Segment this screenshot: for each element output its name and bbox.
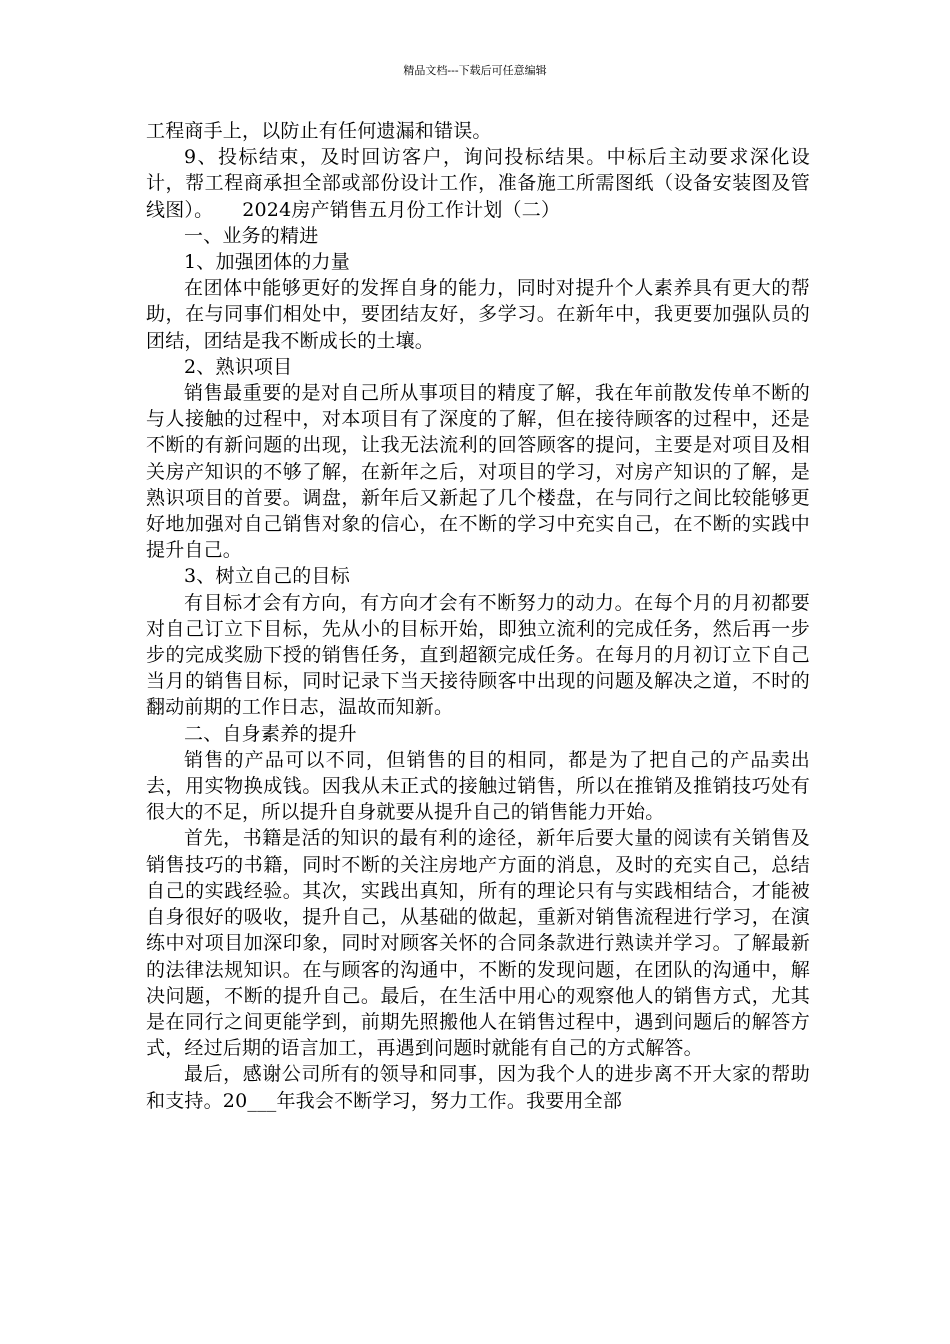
page-header: 精品文档---下载后可任意编辑: [403, 64, 547, 77]
paragraph: 销售的产品可以不同，但销售的目的相同，都是为了把自己的产品卖出去，用实物换成钱。因我从未正式的接触过销售，所以在推销及推销技巧处有很大的不足，所以提升自身就要从提升自己的销售能力开始。: [146, 748, 810, 824]
section-heading: 一、业务的精进: [184, 224, 319, 247]
paragraph: 最后，感谢公司所有的领导和同事，因为我个人的进步离不开大家的帮助和支持。20___年我会不断学习，努力工作。我要用全部: [146, 1063, 810, 1112]
subsection-heading: 3、树立自己的目标: [184, 565, 350, 588]
paragraph: 工程商手上，以防止有任何遗漏和错误。: [146, 120, 492, 142]
paragraph: 在团体中能够更好的发挥自身的能力，同时对提升个人素养具有更大的帮助，在与同事们相处中，要团结友好，多学习。在新年中，我更要加强队员的团结，团结是我不断成长的土壤。: [146, 277, 810, 352]
paragraph: 销售最重要的是对自己所从事项目的精度了解，我在年前散发传单不断的与人接触的过程中，对本项目有了深度的了解，但在接待顾客的过程中，还是不断的有新问题的出现，让我无法流利的回答顾客的提问，主要是对项目及相关房产知识的不够了解，在新年之后，对项目的学习，对房产知识的了解，是熟识项目的首要。调盘，新年后又新起了几个楼盘，在与同行之间比较能够更好地加强对自己销售对象的信心，在不断的学习中充实自己，在不断的实践中提升自己。: [146, 382, 810, 562]
subsection-heading: 2、熟识项目: [184, 355, 293, 378]
paragraph: 9、投标结束，及时回访客户，询问投标结果。中标后主动要求深化设计，帮工程商承担全部或部份设计工作，准备施工所需图纸（设备安装图及管线图）。 2024房产销售五月份工作计划（二）: [146, 146, 810, 221]
document-body: [146, 118, 810, 1114]
paragraph: 首先，书籍是活的知识的最有利的途径，新年后要大量的阅读有关销售及销售技巧的书籍，同时不断的关注房地产方面的消息，及时的充实自己，总结自己的实践经验。其次，实践出真知，所有的理论只有与实践相结合，才能被自身很好的吸收，提升自己，从基础的做起，重新对销售流程进行学习，在演练中对项目加深印象，同时对顾客关怀的合同条款进行熟读并学习。了解最新的法律法规知识。在与顾客的沟通中，不断的发现问题，在团队的沟通中，解决问题，不断的提升自己。最后，在生活中用心的观察他人的销售方式，尤其是在同行之间更能学到，前期先照搬他人在销售过程中，遇到问题后的解答方式，经过后期的语言加工，再遇到问题时就能有自己的方式解答。: [146, 827, 810, 1060]
section-heading: 二、自身素养的提升: [184, 722, 357, 745]
paragraph: 有目标才会有方向，有方向才会有不断努力的动力。在每个月的月初都要对自己订立下目标，先从小的目标开始，即独立流利的完成任务，然后再一步步的完成奖励下授的销售任务，直到超额完成任务。在每月的月初订立下自己当月的销售目标，同时记录下当天接待顾客中出现的问题及解决之道，不时的翻动前期的工作日志，温故而知新。: [146, 591, 810, 719]
subsection-heading: 1、加强团体的力量: [184, 251, 350, 274]
